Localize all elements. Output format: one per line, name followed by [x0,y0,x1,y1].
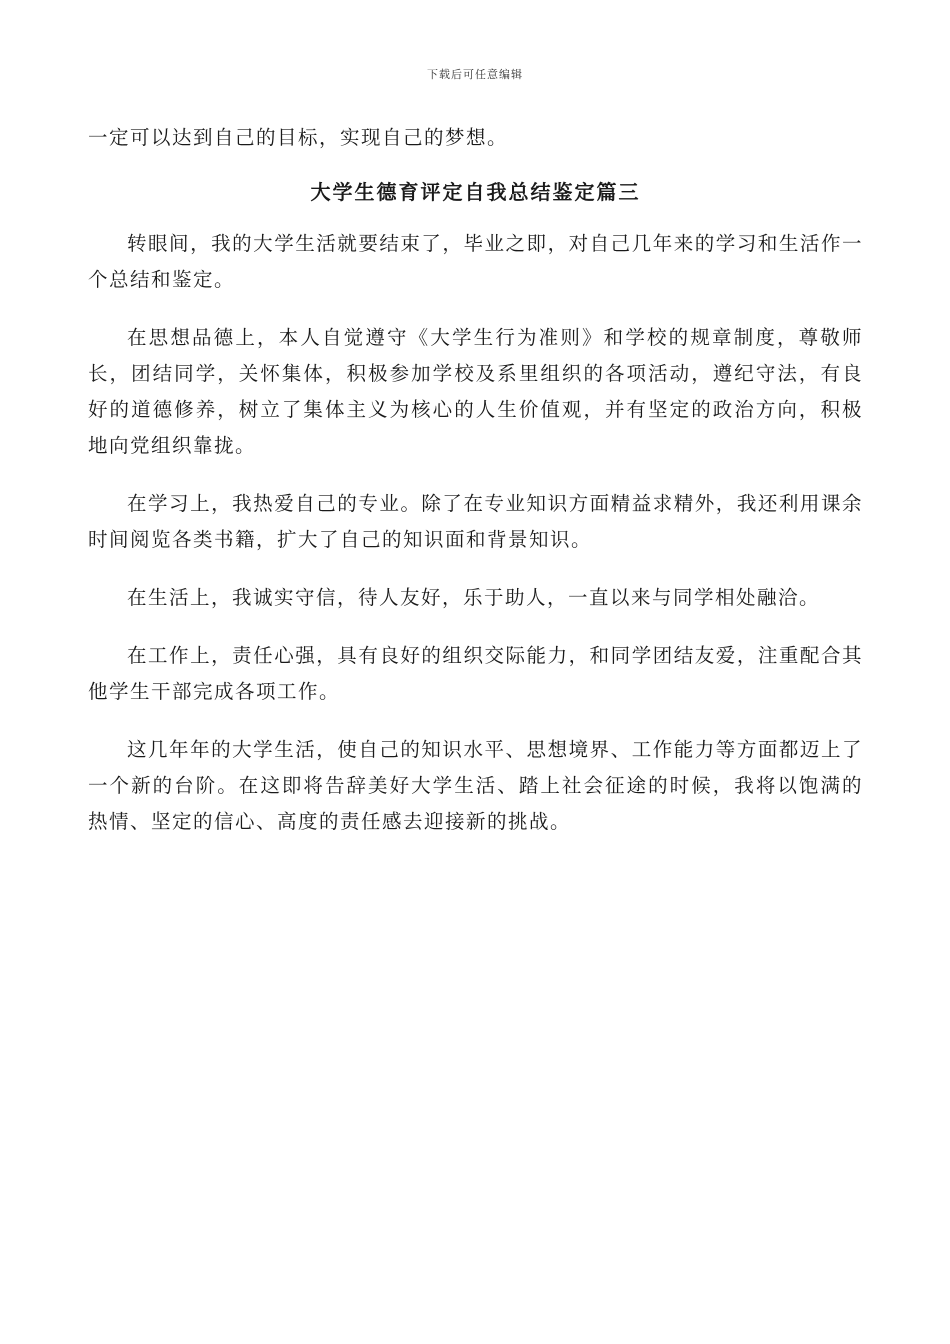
paragraph-4: 在生活上，我诚实守信，待人友好，乐于助人，一直以来与同学相处融洽。 [127,586,821,609]
section-title: 大学生德育评定自我总结鉴定篇三 [310,180,641,204]
paragraph-2: 在思想品德上，本人自觉遵守《大学生行为准则》和学校的规章制度，尊敬师长，团结同学，关怀集体，积极参加学校及系里组织的各项活动，遵纪守法，有良好的道德修养，树立了集体主义为核心的人生价值观，并有坚定的政治方向，积极地向党组织靠拢。 [88,326,863,457]
paragraph-1: 转眼间，我的大学生活就要结束了，毕业之即，对自己几年来的学习和生活作一个总结和鉴定。 [88,232,863,291]
lead-paragraph: 一定可以达到自己的目标，实现自己的梦想。 [88,126,509,149]
paragraph-6: 这几年年的大学生活，使自己的知识水平、思想境界、工作能力等方面都迈上了一个新的台阶。在这即将告辞美好大学生活、踏上社会征途的时候，我将以饱满的热情、坚定的信心、高度的责任感去迎接新的挑战。 [88,738,863,833]
paragraph-5: 在工作上，责任心强，具有良好的组织交际能力，和同学团结友爱，注重配合其他学生干部完成各项工作。 [88,644,863,703]
paragraph-3: 在学习上，我热爱自己的专业。除了在专业知识方面精益求精外，我还利用课余时间阅览各类书籍，扩大了自己的知识面和背景知识。 [88,492,863,551]
document-body [88,120,863,862]
header-note: 下载后可任意编辑 [427,68,523,81]
